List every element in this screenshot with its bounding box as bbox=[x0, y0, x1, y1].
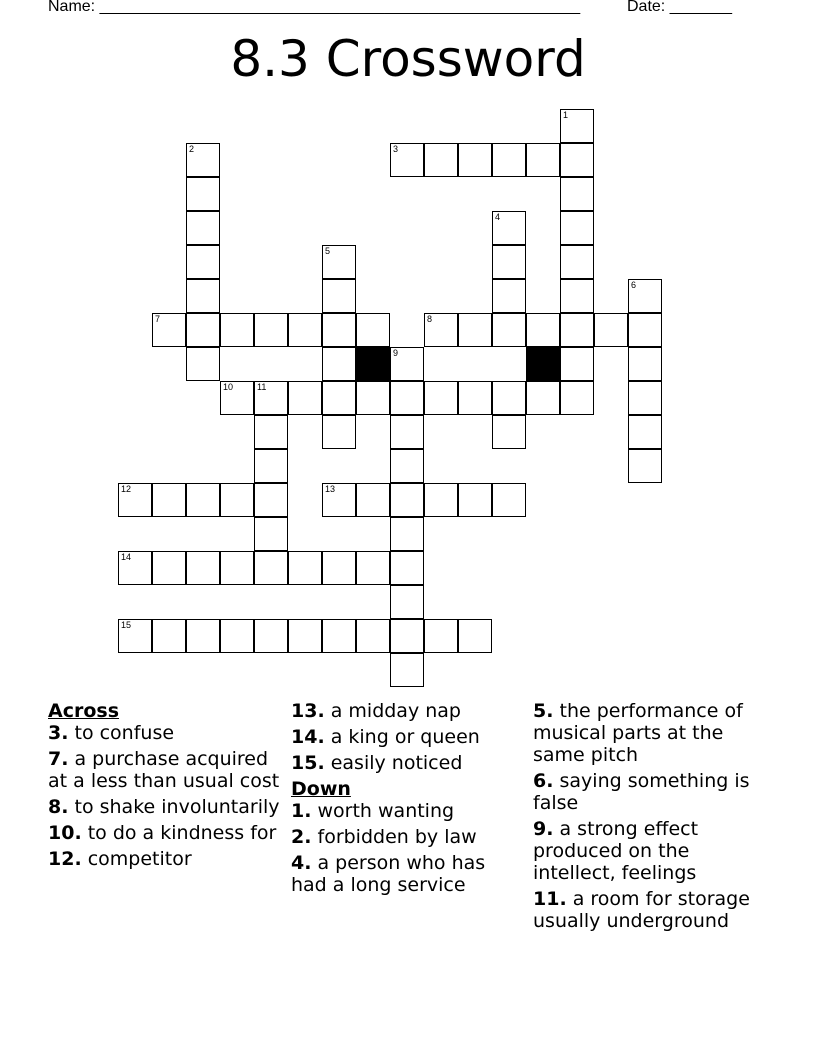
grid-cell[interactable] bbox=[118, 551, 152, 585]
grid-cell[interactable] bbox=[492, 483, 526, 517]
grid-cell[interactable] bbox=[322, 415, 356, 449]
clue-number: 12 bbox=[121, 484, 132, 494]
grid-cell[interactable] bbox=[220, 381, 254, 415]
clues-column-2 bbox=[291, 700, 523, 900]
clue bbox=[533, 770, 773, 814]
grid-cell[interactable] bbox=[322, 347, 356, 381]
clue-number-label: 13. bbox=[291, 700, 325, 722]
grid-cell[interactable] bbox=[390, 415, 424, 449]
grid-cell[interactable] bbox=[628, 313, 662, 347]
grid-cell[interactable] bbox=[152, 619, 186, 653]
grid-cell[interactable] bbox=[186, 279, 220, 313]
clue-number: 11 bbox=[257, 382, 267, 392]
grid-cell[interactable] bbox=[356, 313, 390, 347]
clue-number-label: 8. bbox=[48, 796, 69, 818]
grid-cell[interactable] bbox=[560, 245, 594, 279]
grid-cell[interactable] bbox=[152, 483, 186, 517]
grid-cell[interactable] bbox=[254, 517, 288, 551]
grid-cell[interactable] bbox=[560, 177, 594, 211]
clue-number-label: 3. bbox=[48, 722, 69, 744]
grid-cell[interactable] bbox=[118, 619, 152, 653]
grid-cell[interactable] bbox=[424, 143, 458, 177]
grid-cell[interactable] bbox=[526, 313, 560, 347]
grid-cell[interactable] bbox=[560, 347, 594, 381]
clues-column-1 bbox=[48, 700, 280, 874]
grid-cell[interactable] bbox=[118, 483, 152, 517]
grid-cell[interactable] bbox=[390, 653, 424, 687]
grid-cell[interactable] bbox=[424, 619, 458, 653]
grid-cell[interactable] bbox=[390, 347, 424, 381]
clue bbox=[533, 888, 773, 932]
grid-cell[interactable] bbox=[390, 483, 424, 517]
clue bbox=[48, 848, 280, 870]
clue-number: 1 bbox=[563, 110, 569, 120]
clue-number-label: 2. bbox=[291, 826, 312, 848]
grid-cell[interactable] bbox=[322, 381, 356, 415]
grid-cell[interactable] bbox=[628, 381, 662, 415]
clue-section-heading: Across bbox=[48, 700, 120, 722]
clue-text: easily noticed bbox=[330, 752, 463, 774]
clue-text: to confuse bbox=[74, 722, 175, 744]
grid-cell[interactable] bbox=[288, 551, 322, 585]
grid-cell[interactable] bbox=[458, 143, 492, 177]
grid-cell[interactable] bbox=[322, 551, 356, 585]
clues-column-3 bbox=[533, 700, 773, 936]
grid-cell[interactable] bbox=[390, 619, 424, 653]
grid-cell[interactable] bbox=[390, 143, 424, 177]
clue-number: 8 bbox=[427, 314, 433, 324]
date-field-label: Date: _______ bbox=[627, 0, 732, 15]
clue-number-label: 12. bbox=[48, 848, 82, 870]
grid-cell[interactable] bbox=[390, 517, 424, 551]
grid-cell[interactable] bbox=[356, 551, 390, 585]
grid-cell[interactable] bbox=[220, 551, 254, 585]
clue-text: the performance of musical parts at the same pitch bbox=[533, 700, 743, 766]
clue bbox=[291, 800, 523, 822]
clue bbox=[533, 700, 773, 766]
grid-cell[interactable] bbox=[254, 415, 288, 449]
grid-cell[interactable] bbox=[186, 143, 220, 177]
clue-number-label: 5. bbox=[533, 700, 554, 722]
clue bbox=[291, 826, 523, 848]
clue-number: 13 bbox=[325, 484, 336, 494]
clue bbox=[291, 852, 523, 896]
grid-cell[interactable] bbox=[186, 483, 220, 517]
grid-cell[interactable] bbox=[560, 211, 594, 245]
grid-cell[interactable] bbox=[220, 619, 254, 653]
grid-cell[interactable] bbox=[492, 143, 526, 177]
grid-cell[interactable] bbox=[254, 313, 288, 347]
grid-cell[interactable] bbox=[254, 483, 288, 517]
grid-cell[interactable] bbox=[628, 279, 662, 313]
grid-cell[interactable] bbox=[526, 143, 560, 177]
grid-cell[interactable] bbox=[492, 279, 526, 313]
grid-cell[interactable] bbox=[186, 245, 220, 279]
grid-cell[interactable] bbox=[424, 381, 458, 415]
grid-cell[interactable] bbox=[220, 483, 254, 517]
grid-cell[interactable] bbox=[560, 381, 594, 415]
grid-cell[interactable] bbox=[526, 381, 560, 415]
grid-cell[interactable] bbox=[186, 347, 220, 381]
grid-cell[interactable] bbox=[492, 313, 526, 347]
grid-cell[interactable] bbox=[186, 619, 220, 653]
clue bbox=[291, 700, 523, 722]
clue-number: 9 bbox=[393, 348, 399, 358]
clue-text: a strong effect produced on the intellect, feelings bbox=[533, 818, 699, 884]
clue-number: 4 bbox=[495, 212, 501, 222]
clue bbox=[533, 818, 773, 884]
clue-number: 14 bbox=[121, 552, 132, 562]
clue-number: 15 bbox=[121, 620, 132, 630]
grid-cell[interactable] bbox=[322, 483, 356, 517]
grid-cell[interactable] bbox=[356, 619, 390, 653]
grid-cell[interactable] bbox=[390, 449, 424, 483]
clue bbox=[291, 726, 523, 748]
grid-cell[interactable] bbox=[152, 551, 186, 585]
clue-number: 5 bbox=[325, 246, 331, 256]
clue-section-heading: Down bbox=[291, 778, 351, 800]
clue-number-label: 7. bbox=[48, 748, 69, 770]
grid-cell[interactable] bbox=[458, 483, 492, 517]
grid-cell[interactable] bbox=[560, 143, 594, 177]
grid-cell[interactable] bbox=[628, 449, 662, 483]
grid-cell[interactable] bbox=[356, 381, 390, 415]
grid-cell[interactable] bbox=[254, 381, 288, 415]
grid-cell[interactable] bbox=[458, 381, 492, 415]
grid-cell[interactable] bbox=[322, 313, 356, 347]
clue bbox=[48, 748, 280, 792]
grid-cell[interactable] bbox=[186, 313, 220, 347]
grid-cell[interactable] bbox=[560, 109, 594, 143]
clue-text: to do a kindness for bbox=[87, 822, 277, 844]
grid-cell[interactable] bbox=[424, 483, 458, 517]
clue-text: saying something is false bbox=[533, 770, 750, 814]
grid-cell[interactable] bbox=[390, 585, 424, 619]
grid-cell[interactable] bbox=[492, 211, 526, 245]
clue-number: 3 bbox=[393, 144, 399, 154]
grid-cell[interactable] bbox=[288, 619, 322, 653]
grid-cell[interactable] bbox=[254, 619, 288, 653]
clue bbox=[48, 796, 280, 818]
grid-cell[interactable] bbox=[152, 313, 186, 347]
clue bbox=[48, 722, 280, 744]
grid-cell[interactable] bbox=[288, 313, 322, 347]
clue-text: a person who has had a long service bbox=[291, 852, 486, 896]
black-square bbox=[356, 347, 390, 381]
page-title: 8.3 Crossword bbox=[230, 30, 586, 88]
clue-number-label: 9. bbox=[533, 818, 554, 840]
grid-cell[interactable] bbox=[322, 279, 356, 313]
grid-cell[interactable] bbox=[560, 313, 594, 347]
grid-cell[interactable] bbox=[458, 619, 492, 653]
grid-cell[interactable] bbox=[254, 551, 288, 585]
grid-cell[interactable] bbox=[390, 381, 424, 415]
grid-cell[interactable] bbox=[186, 551, 220, 585]
clue-number-label: 4. bbox=[291, 852, 312, 874]
grid-cell[interactable] bbox=[186, 211, 220, 245]
clue-text: worth wanting bbox=[317, 800, 455, 822]
grid-cell[interactable] bbox=[492, 245, 526, 279]
clue bbox=[291, 752, 523, 774]
grid-cell[interactable] bbox=[628, 347, 662, 381]
grid-cell[interactable] bbox=[322, 245, 356, 279]
clue-number: 7 bbox=[155, 314, 161, 324]
clue-number-label: 14. bbox=[291, 726, 325, 748]
grid-cell[interactable] bbox=[254, 449, 288, 483]
name-field-label: Name: ______________________________________________________ bbox=[48, 0, 581, 15]
grid-cell[interactable] bbox=[492, 381, 526, 415]
clue-number-label: 1. bbox=[291, 800, 312, 822]
clue-number: 10 bbox=[223, 382, 234, 392]
clue-text: a purchase acquired at a less than usual cost bbox=[48, 748, 280, 792]
clue-text: a room for storage usually underground bbox=[533, 888, 750, 932]
grid-cell[interactable] bbox=[390, 551, 424, 585]
grid-cell[interactable] bbox=[560, 279, 594, 313]
clue-text: competitor bbox=[87, 848, 192, 870]
grid-cell[interactable] bbox=[322, 619, 356, 653]
grid-cell[interactable] bbox=[220, 313, 254, 347]
black-square bbox=[526, 347, 560, 381]
grid-cell[interactable] bbox=[424, 313, 458, 347]
clue-text: to shake involuntarily bbox=[74, 796, 280, 818]
clue bbox=[48, 822, 280, 844]
clue-number-label: 10. bbox=[48, 822, 82, 844]
clue-text: a king or queen bbox=[330, 726, 480, 748]
clue-number-label: 15. bbox=[291, 752, 325, 774]
clue-number: 2 bbox=[189, 144, 195, 154]
grid-cell[interactable] bbox=[594, 313, 628, 347]
clue-number-label: 11. bbox=[533, 888, 567, 910]
grid-cell[interactable] bbox=[356, 483, 390, 517]
clue-text: a midday nap bbox=[330, 700, 461, 722]
grid-cell[interactable] bbox=[458, 313, 492, 347]
grid-cell[interactable] bbox=[288, 381, 322, 415]
grid-cell[interactable] bbox=[628, 415, 662, 449]
grid-cell[interactable] bbox=[492, 415, 526, 449]
clue-number: 6 bbox=[631, 280, 637, 290]
clue-text: forbidden by law bbox=[317, 826, 477, 848]
clue-number-label: 6. bbox=[533, 770, 554, 792]
grid-cell[interactable] bbox=[186, 177, 220, 211]
